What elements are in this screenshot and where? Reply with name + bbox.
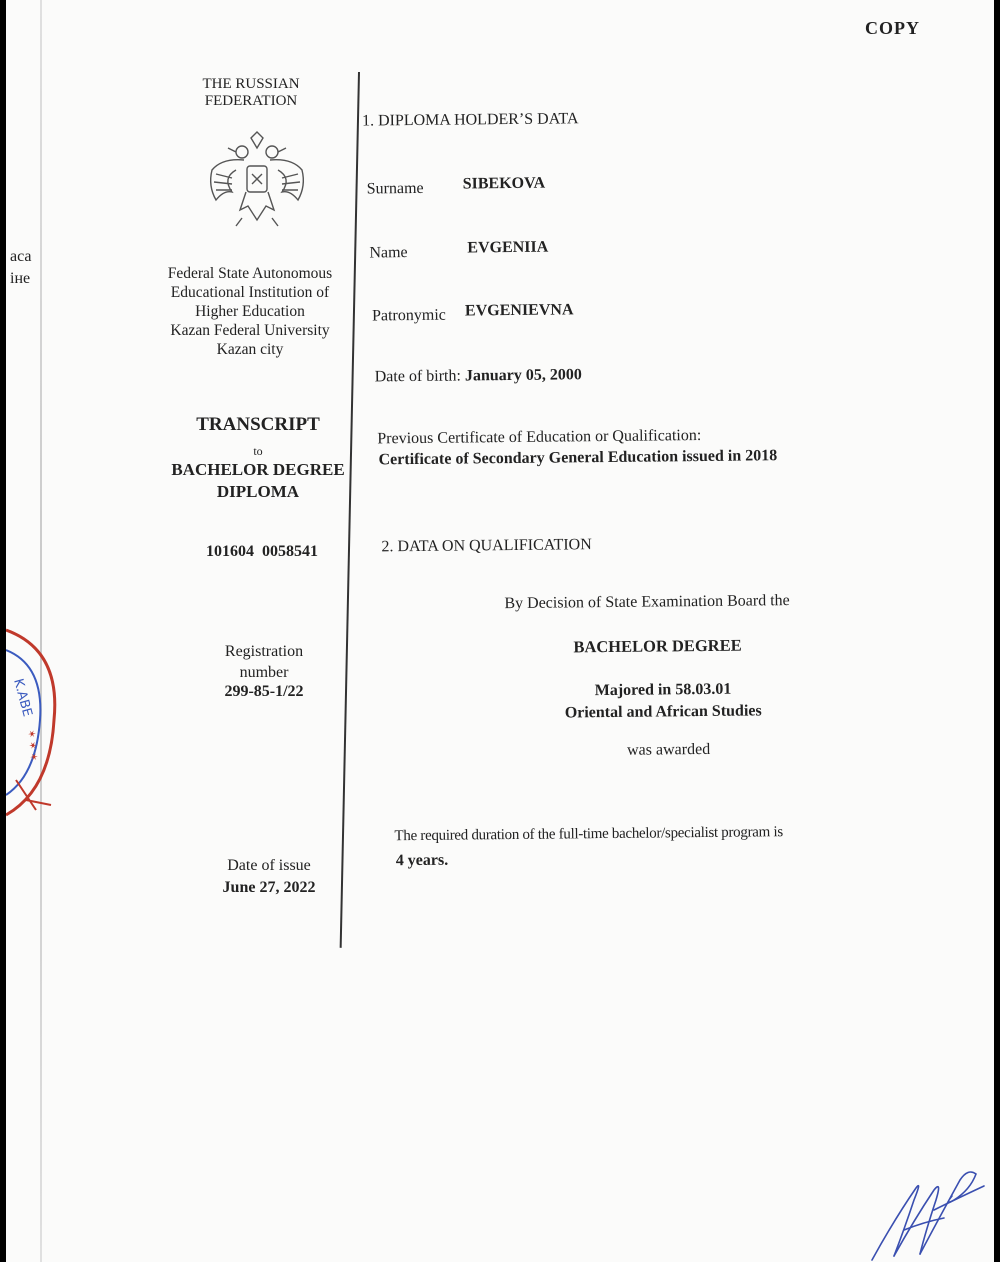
- major: Majored in 58.03.01 Oriental and African Studies: [564, 680, 762, 722]
- issue-date: June 27, 2022: [222, 879, 316, 896]
- date-of-birth: [375, 366, 582, 386]
- surname-label: Surname: [366, 179, 424, 198]
- document-subtitle: BACHELOR DEGREE DIPLOMA: [171, 460, 345, 501]
- was-awarded: was awarded: [626, 740, 711, 759]
- right-column: [6, 0, 994, 1262]
- document-page: [6, 0, 994, 1262]
- qualification-section-title: 2. DATA ON QUALIFICATION: [381, 536, 592, 556]
- board-decision: By Decision of State Examination Board the: [504, 592, 790, 613]
- name-label: Name: [369, 244, 408, 262]
- program-duration-text: The required duration of the full-time bachelor/specialist program is: [394, 824, 783, 845]
- document-title: TRANSCRIPT: [196, 414, 320, 435]
- issue-date-label: Date of issue: [227, 857, 311, 874]
- institution-name: Federal State Autonomous Educational Institution of Higher Education Kazan Federal University Kazan city: [167, 265, 333, 358]
- margin-fragment: аса іне: [10, 248, 32, 287]
- registration-label: Registration number: [224, 643, 304, 681]
- country-heading: THE RUSSIAN FEDERATION: [202, 76, 300, 109]
- svg-text:✶ ✶ ✶: ✶ ✶ ✶: [25, 729, 39, 762]
- diploma-number: 101604 0058541: [206, 543, 318, 560]
- name-value: EVGENIIA: [467, 238, 549, 257]
- degree-awarded: BACHELOR DEGREE: [573, 635, 742, 657]
- holder-section-title: 1. DIPLOMA HOLDER’S DATA: [361, 110, 579, 130]
- program-duration-value: 4 years.: [395, 851, 449, 870]
- previous-certificate-label: Previous Certificate of Education or Qualification:: [377, 426, 702, 448]
- handwritten-signature-icon: [864, 1160, 994, 1262]
- patronymic-value: EVGENIEVNA: [464, 301, 574, 320]
- svg-text:K.ABE: K.ABE: [10, 677, 35, 719]
- copy-mark: COPY: [865, 18, 920, 38]
- document-title-to: to: [253, 444, 263, 458]
- date-of-birth-value: January 05, 2000: [464, 366, 582, 385]
- patronymic-label: Patronymic: [371, 306, 446, 325]
- surname-value: SIBEKOVA: [462, 174, 546, 193]
- registration-number: 299-85-1/22: [224, 683, 304, 700]
- date-of-birth-label: Date of birth:: [374, 367, 461, 386]
- previous-certificate-value: Certificate of Secondary General Education issued in 2018: [378, 447, 778, 469]
